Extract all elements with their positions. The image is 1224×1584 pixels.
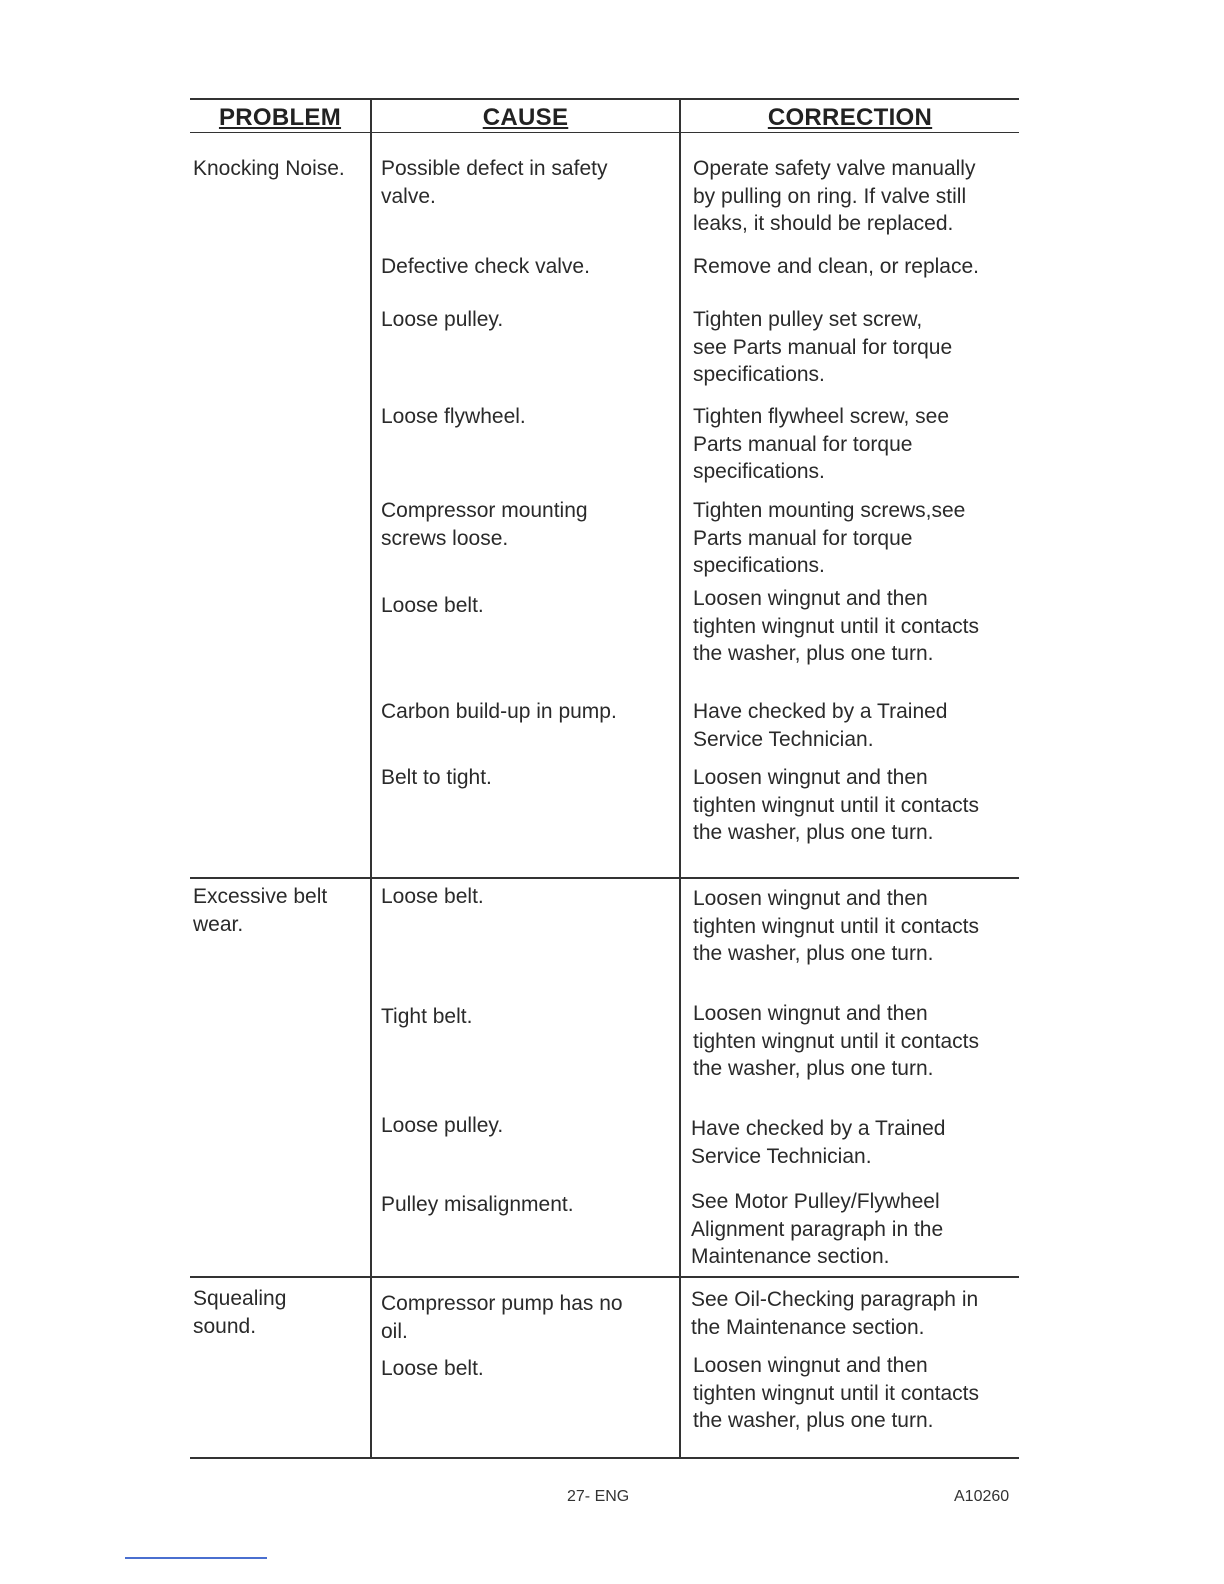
correction-cell: Remove and clean, or replace. (693, 255, 979, 278)
document-code: A10260 (954, 1488, 1010, 1505)
correction-cell: See Oil-Checking paragraph in the Maintenance section. (691, 1288, 979, 1339)
cause-cell: Possible defect in safety valve. (381, 157, 608, 208)
section-divider (190, 877, 1019, 879)
correction-cell: Loosen wingnut and then tighten wingnut until it contacts the washer, plus one turn. (693, 587, 980, 665)
correction-cell: Tighten mounting screws,see Parts manual for torque specifications. (693, 499, 966, 577)
table-bottom-rule (190, 1457, 1019, 1459)
cause-cell: Loose pulley. (381, 1114, 504, 1137)
cause-cell: Loose pulley. (381, 308, 504, 331)
header-correction: CORRECTION (767, 104, 933, 131)
header-rule (190, 132, 1019, 133)
blue-rule (125, 1557, 267, 1559)
cause-cell: Loose belt. (381, 885, 484, 908)
header-cause: CAUSE (482, 104, 569, 131)
cause-cell: Compressor pump has no oil. (381, 1292, 623, 1343)
correction-cell: Loosen wingnut and then tighten wingnut until it contacts the washer, plus one turn. (693, 887, 980, 965)
cause-cell: Defective check valve. (381, 255, 590, 278)
cause-cell: Tight belt. (381, 1005, 473, 1028)
cause-cell: Pulley misalignment. (381, 1193, 574, 1216)
cause-cell: Belt to tight. (381, 766, 492, 789)
correction-cell: Tighten pulley set screw, see Parts manual for torque specifications. (693, 308, 953, 386)
problem-cell: Squealing sound. (193, 1287, 287, 1338)
cause-cell: Carbon build-up in pump. (381, 700, 617, 723)
cause-cell: Loose belt. (381, 594, 484, 617)
cause-cell: Compressor mounting screws loose. (381, 499, 588, 550)
cause-cell: Loose flywheel. (381, 405, 526, 428)
column-divider (679, 98, 681, 1459)
correction-cell: Have checked by a Trained Service Technician. (693, 700, 948, 751)
cause-cell: Loose belt. (381, 1357, 484, 1380)
correction-cell: Loosen wingnut and then tighten wingnut until it contacts the washer, plus one turn. (693, 1354, 980, 1432)
section-divider (190, 1276, 1019, 1278)
problem-cell: Knocking Noise. (193, 157, 345, 180)
correction-cell: Have checked by a Trained Service Technician. (691, 1117, 946, 1168)
table-top-rule (190, 98, 1019, 100)
correction-cell: See Motor Pulley/Flywheel Alignment paragraph in the Maintenance section. (691, 1190, 944, 1268)
correction-cell: Operate safety valve manually by pulling on ring. If valve still leaks, it should be replaced. (693, 157, 976, 235)
correction-cell: Tighten flywheel screw, see Parts manual for torque specifications. (693, 405, 950, 483)
column-divider (370, 98, 372, 1459)
correction-cell: Loosen wingnut and then tighten wingnut until it contacts the washer, plus one turn. (693, 766, 980, 844)
header-problem: PROBLEM (218, 104, 342, 131)
page-number: 27- ENG (567, 1488, 630, 1505)
problem-cell: Excessive belt wear. (193, 885, 328, 936)
correction-cell: Loosen wingnut and then tighten wingnut until it contacts the washer, plus one turn. (693, 1002, 980, 1080)
